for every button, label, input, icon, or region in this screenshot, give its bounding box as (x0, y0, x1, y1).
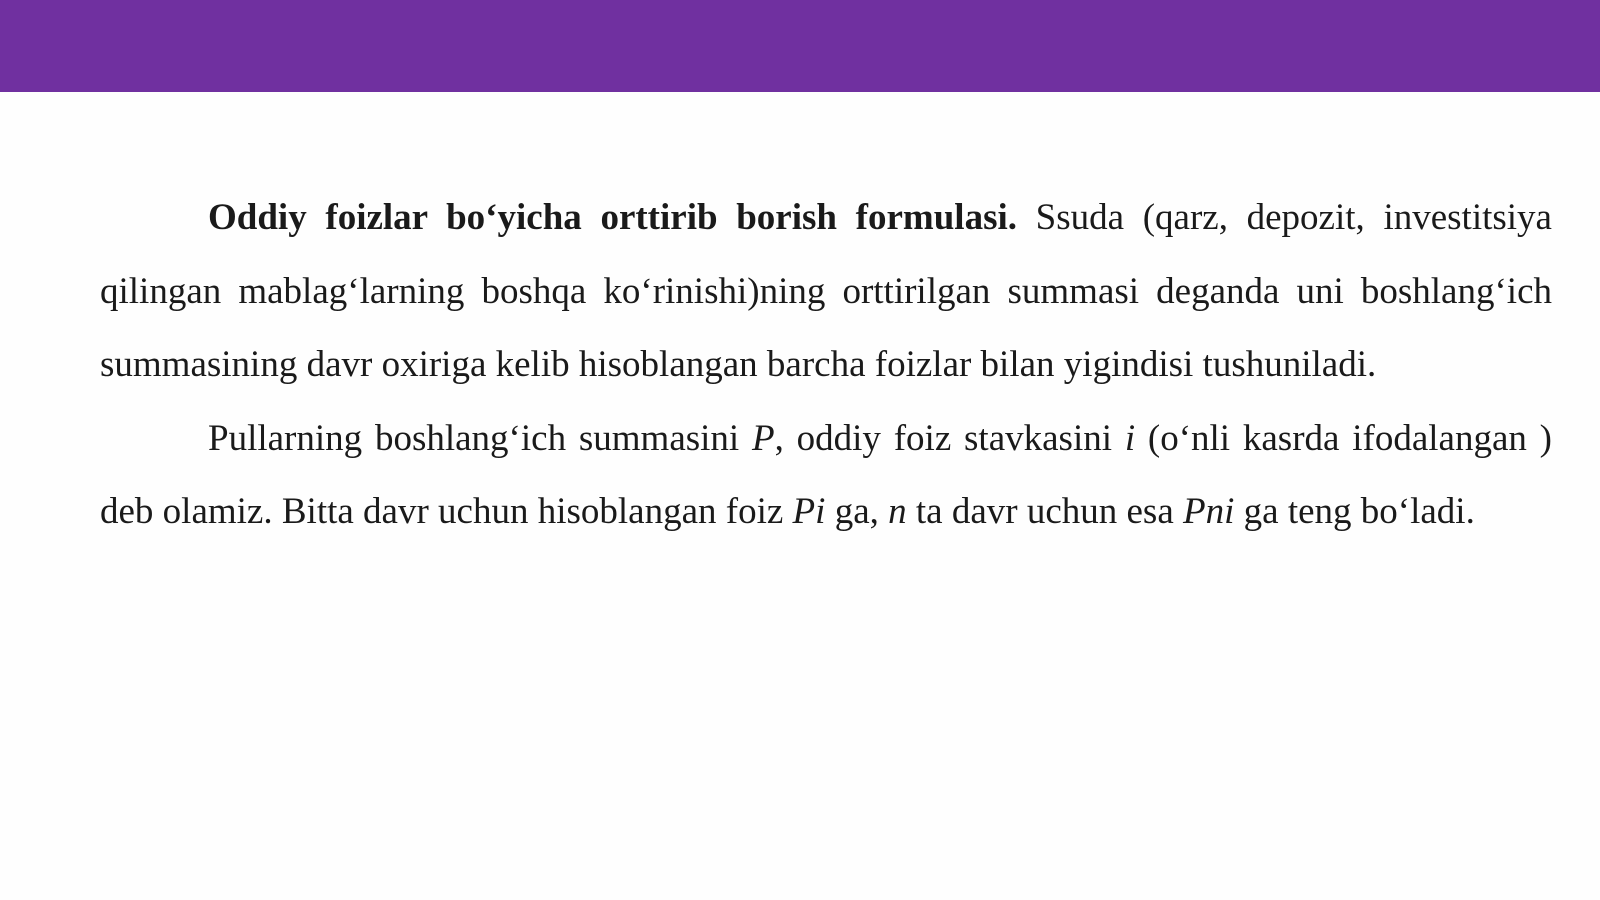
text-segment: (o‘nli kasrda ifodalangan ) deb olamiz. Bitta davr uchun hisoblangan foiz (100, 417, 1552, 532)
paragraph-formula-definition (100, 181, 1552, 402)
variable-i: i (1124, 417, 1136, 459)
text-segment: , oddiy foiz stavkasini (774, 417, 1125, 459)
text-segment: ga teng bo‘ladi. (1234, 491, 1475, 532)
variable-n: n (888, 491, 907, 532)
text-segment: ga, (825, 491, 889, 532)
paragraph-variables (100, 402, 1552, 549)
text-segment: Pullarning boshlang‘ich summasini (208, 417, 752, 459)
paragraph-text: Ssuda (qarz, depozit, investitsiya qilingan mablag‘larning boshqa ko‘rinishi)ning orttirilgan summasi deganda uni boshlang‘ich summasining davr oxiriga kelib hisoblangan barcha foizlar bilan yigindisi tushuniladi. (100, 197, 1552, 385)
text-body (100, 181, 1552, 549)
variable-pni: Pni (1183, 491, 1235, 532)
variable-pi: Pi (792, 491, 826, 532)
text-segment: ta davr uchun esa (906, 491, 1183, 532)
header-bar (0, 0, 1600, 92)
paragraph-heading: Oddiy foizlar bo‘yicha orttirib borish formulasi. (208, 197, 1017, 238)
variable-p: P (752, 417, 775, 459)
